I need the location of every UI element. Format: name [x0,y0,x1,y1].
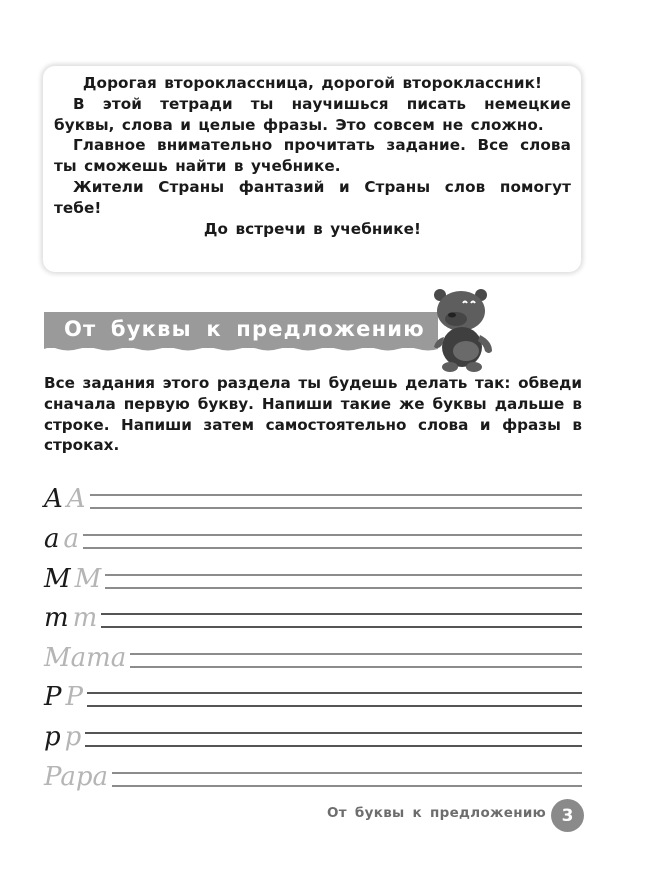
writing-row[interactable] [44,484,582,514]
letter-sample: M M [44,566,105,592]
guide-line-bottom [44,547,582,549]
letter-sample: A A [44,486,90,512]
guide-line-top [44,574,582,576]
guide-line-top [44,494,582,496]
writing-row[interactable] [44,603,582,633]
bear-icon [428,285,498,373]
intro-paragraph-3: Жители Страны фантазий и Страны слов помогут тебе! [54,177,571,217]
intro-paragraph-2: Главное внимательно прочитать задание. Все слова ты сможешь найти в учебнике. [54,136,571,176]
intro-letter-box [43,66,581,272]
letter-sample: a a [44,526,83,552]
intro-greeting: Дорогая второклассница, дорогой второклассник! [82,74,543,92]
intro-paragraph-1: В этой тетради ты научишься писать немецкие буквы, слова и целые фразы. Это совсем не сложно. [54,94,571,134]
writing-row[interactable] [44,762,582,792]
guide-line-bottom [44,507,582,509]
guide-line-top [44,692,582,694]
letter-sample: m m [44,605,101,631]
guide-line-top [44,732,582,734]
page-number-badge: 3 [551,799,584,832]
writing-row[interactable] [44,564,582,594]
writing-row[interactable] [44,722,582,752]
guide-line-top [44,534,582,536]
guide-line-bottom [44,587,582,589]
writing-row[interactable] [44,524,582,554]
guide-line-top [44,772,582,774]
word-sample: Papa [44,764,112,790]
guide-line-top [44,613,582,615]
writing-row[interactable] [44,643,582,673]
writing-row[interactable] [44,682,582,712]
instructions-text [44,373,582,456]
guide-line-bottom [44,626,582,628]
letter-sample: p p [44,724,85,750]
guide-line-bottom [44,785,582,787]
guide-line-bottom [44,745,582,747]
section-banner [44,312,438,348]
guide-line-bottom [44,705,582,707]
instructions-paragraph: Все задания этого раздела ты будешь делать так: обведи сначала первую букву. Напиши такие же буквы дальше в строке. Напиши затем самостоятельно слова и фразы в строках. [44,374,582,455]
letter-sample: P P [44,684,87,710]
word-sample: Mama [44,645,130,671]
footer-section-title: От буквы к предложению [327,805,547,821]
intro-closing: До встречи в учебнике! [203,219,422,238]
section-title: От буквы к предложению [64,317,425,341]
banner-wave-edge [44,346,438,352]
